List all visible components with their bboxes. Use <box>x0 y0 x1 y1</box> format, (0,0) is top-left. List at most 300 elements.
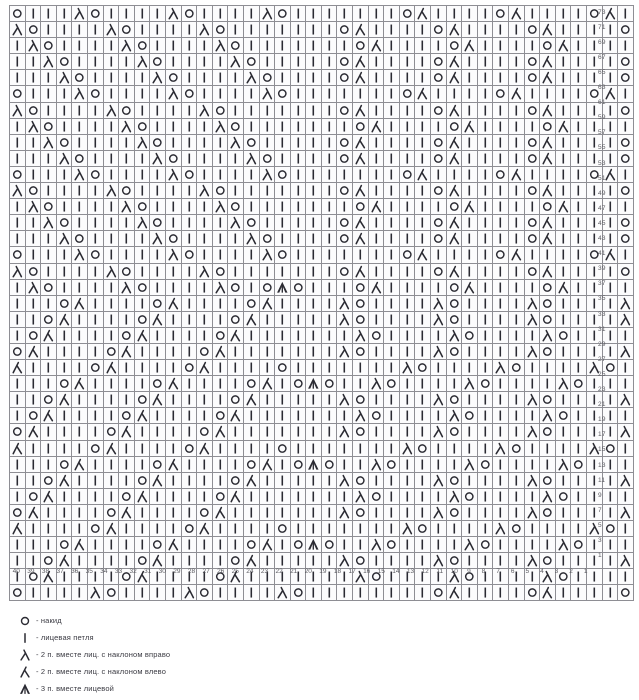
chart-cell <box>228 504 244 520</box>
chart-cell <box>150 440 166 456</box>
chart-cell <box>415 247 431 263</box>
chart-cell <box>306 279 322 295</box>
chart-cell <box>243 199 259 215</box>
k2tog-right-symbol <box>197 103 212 118</box>
knit-symbol <box>525 441 540 456</box>
chart-cell <box>462 343 478 359</box>
knit-symbol <box>26 392 41 407</box>
knit-symbol <box>478 280 493 295</box>
knit-symbol <box>306 408 321 423</box>
knit-symbol <box>509 424 524 439</box>
knit-symbol <box>540 167 555 182</box>
k2tog-left-symbol <box>415 6 430 21</box>
knit-symbol <box>384 54 399 69</box>
knit-symbol <box>478 167 493 182</box>
knit-symbol <box>72 38 87 53</box>
knit-symbol <box>353 376 368 391</box>
k2tog-right-symbol <box>150 151 165 166</box>
knit-symbol <box>88 537 103 552</box>
chart-cell <box>290 327 306 343</box>
chart-cell <box>493 488 509 504</box>
chart-cell <box>571 456 587 472</box>
chart-cell <box>462 215 478 231</box>
knit-symbol <box>618 376 633 391</box>
chart-cell <box>571 118 587 134</box>
knit-symbol <box>322 585 337 600</box>
yarnover-symbol <box>26 408 41 423</box>
knit-symbol <box>384 22 399 37</box>
chart-cell <box>243 295 259 311</box>
chart-cell <box>462 231 478 247</box>
chart-cell <box>197 295 213 311</box>
knit-symbol <box>431 199 446 214</box>
knit-symbol <box>571 6 586 21</box>
chart-cell <box>509 86 525 102</box>
chart-cell <box>306 327 322 343</box>
chart-cell <box>165 360 181 376</box>
k2tog-right-symbol <box>431 473 446 488</box>
chart-cell <box>197 472 213 488</box>
knit-symbol <box>400 537 415 552</box>
yarnover-symbol <box>447 424 462 439</box>
chart-cell <box>25 553 41 569</box>
chart-cell <box>181 488 197 504</box>
chart-cell <box>41 311 57 327</box>
yarnover-symbol <box>447 296 462 311</box>
chart-cell <box>337 553 353 569</box>
chart-cell <box>243 456 259 472</box>
chart-cell <box>306 295 322 311</box>
yarnover-symbol <box>431 22 446 37</box>
knit-symbol <box>244 86 259 101</box>
chart-cell <box>477 295 493 311</box>
chart-cell <box>212 150 228 166</box>
knit-symbol <box>57 441 72 456</box>
chart-cell <box>181 6 197 22</box>
yarnover-symbol <box>275 6 290 21</box>
knit-symbol <box>228 505 243 520</box>
chart-cell <box>150 22 166 38</box>
k2tog-left-symbol <box>244 473 259 488</box>
chart-cell <box>384 585 400 601</box>
k2tog-left-symbol <box>260 376 275 391</box>
chart-cell <box>290 392 306 408</box>
knit-symbol <box>260 264 275 279</box>
k2tog-left-symbol <box>135 408 150 423</box>
yarnover-symbol <box>415 441 430 456</box>
chart-cell <box>197 521 213 537</box>
chart-cell <box>540 183 556 199</box>
chart-row <box>10 263 634 279</box>
k2tog-left-symbol <box>556 38 571 53</box>
knit-symbol <box>88 103 103 118</box>
knit-symbol <box>478 521 493 536</box>
chart-cell <box>571 6 587 22</box>
chart-cell <box>165 343 181 359</box>
chart-cell <box>540 424 556 440</box>
knit-symbol <box>291 441 306 456</box>
chart-cell <box>415 102 431 118</box>
knit-symbol <box>166 473 181 488</box>
chart-cell <box>540 488 556 504</box>
chart-cell <box>540 263 556 279</box>
knit-symbol <box>10 473 25 488</box>
column-number-label: 20 <box>304 567 312 575</box>
chart-cell <box>306 70 322 86</box>
chart-cell <box>243 440 259 456</box>
chart-cell <box>87 22 103 38</box>
k2tog-left-symbol <box>540 231 555 246</box>
chart-cell <box>165 553 181 569</box>
chart-cell <box>431 38 447 54</box>
knit-symbol <box>400 264 415 279</box>
knit-symbol <box>369 296 384 311</box>
chart-cell <box>275 183 291 199</box>
knit-symbol <box>41 537 56 552</box>
chart-cell <box>10 199 26 215</box>
knit-symbol <box>556 473 571 488</box>
knit-symbol <box>135 521 150 536</box>
knit-symbol <box>431 119 446 134</box>
chart-cell <box>321 183 337 199</box>
knit-symbol <box>571 54 586 69</box>
knit-symbol <box>197 86 212 101</box>
chart-cell <box>353 38 369 54</box>
chart-cell <box>337 472 353 488</box>
chart-row <box>10 54 634 70</box>
chart-cell <box>493 311 509 327</box>
yarnover-symbol <box>447 473 462 488</box>
row-number-label: 15 <box>598 446 606 454</box>
knit-symbol <box>197 119 212 134</box>
yarnover-symbol <box>88 86 103 101</box>
chart-cell <box>103 6 119 22</box>
chart-cell <box>165 134 181 150</box>
k3tog-symbol <box>306 457 321 472</box>
chart-cell <box>150 86 166 102</box>
knit-symbol <box>260 135 275 150</box>
chart-cell <box>337 183 353 199</box>
knit-symbol <box>400 54 415 69</box>
knit-symbol <box>384 344 399 359</box>
knit-symbol <box>150 22 165 37</box>
chart-cell <box>119 54 135 70</box>
chart-cell <box>493 392 509 408</box>
chart-cell <box>181 537 197 553</box>
chart-cell <box>618 488 634 504</box>
k2tog-right-symbol <box>72 6 87 21</box>
yarnover-symbol <box>353 199 368 214</box>
chart-cell <box>337 118 353 134</box>
chart-cell <box>431 440 447 456</box>
knit-symbol <box>556 22 571 37</box>
chart-cell <box>10 215 26 231</box>
chart-cell <box>150 215 166 231</box>
knit-symbol <box>88 70 103 85</box>
knit-symbol <box>415 473 430 488</box>
chart-cell <box>259 537 275 553</box>
knit-symbol <box>493 119 508 134</box>
k2tog-right-symbol <box>197 264 212 279</box>
chart-cell <box>337 70 353 86</box>
chart-cell <box>571 70 587 86</box>
chart-cell <box>446 440 462 456</box>
knit-symbol <box>415 424 430 439</box>
chart-cell <box>134 504 150 520</box>
yarnover-symbol <box>41 392 56 407</box>
knit-symbol <box>493 585 508 600</box>
chart-cell <box>353 521 369 537</box>
chart-cell <box>87 263 103 279</box>
k2tog-right-symbol <box>525 312 540 327</box>
knit-symbol <box>400 457 415 472</box>
knit-symbol <box>603 569 618 584</box>
knit-symbol <box>213 360 228 375</box>
k2tog-left-symbol <box>447 70 462 85</box>
k2tog-right-symbol <box>493 521 508 536</box>
knit-symbol <box>275 22 290 37</box>
chart-cell <box>415 134 431 150</box>
chart-cell <box>72 22 88 38</box>
chart-cell <box>321 311 337 327</box>
k2tog-left-symbol <box>540 70 555 85</box>
chart-cell <box>212 408 228 424</box>
yarnover-symbol <box>104 505 119 520</box>
chart-cell <box>119 118 135 134</box>
knit-symbol <box>197 312 212 327</box>
knit-symbol <box>306 6 321 21</box>
k2tog-left-symbol <box>135 489 150 504</box>
knit-symbol <box>369 151 384 166</box>
chart-cell <box>72 311 88 327</box>
chart-cell <box>415 327 431 343</box>
chart-cell <box>618 553 634 569</box>
knit-symbol <box>571 360 586 375</box>
chart-cell <box>56 343 72 359</box>
chart-cell <box>41 86 57 102</box>
knit-symbol <box>322 86 337 101</box>
knit-symbol <box>291 312 306 327</box>
chart-cell <box>150 54 166 70</box>
knit-symbol <box>540 6 555 21</box>
yarnover-symbol <box>150 215 165 230</box>
chart-cell <box>540 279 556 295</box>
row-number-label: 37 <box>598 280 606 288</box>
knit-symbol <box>337 328 352 343</box>
chart-cell <box>197 327 213 343</box>
chart-cell <box>41 553 57 569</box>
chart-cell <box>321 360 337 376</box>
yarnover-symbol <box>41 553 56 568</box>
chart-cell <box>555 408 571 424</box>
chart-cell <box>555 166 571 182</box>
chart-cell <box>446 472 462 488</box>
yarnover-symbol <box>540 199 555 214</box>
chart-cell <box>103 199 119 215</box>
chart-cell <box>290 118 306 134</box>
chart-cell <box>306 360 322 376</box>
chart-cell <box>212 22 228 38</box>
chart-cell <box>571 263 587 279</box>
chart-cell <box>431 521 447 537</box>
chart-cell <box>493 376 509 392</box>
yarnover-symbol <box>431 215 446 230</box>
chart-cell <box>275 279 291 295</box>
yarnover-symbol <box>431 183 446 198</box>
knit-symbol <box>213 86 228 101</box>
chart-row <box>10 279 634 295</box>
yarnover-symbol <box>618 54 633 69</box>
chart-cell <box>103 360 119 376</box>
column-number-label: 39 <box>27 567 35 575</box>
legend-item <box>0 612 639 629</box>
k2tog-right-symbol <box>104 103 119 118</box>
k2tog-left-symbol <box>260 537 275 552</box>
chart-cell <box>462 263 478 279</box>
yarnover-symbol <box>415 360 430 375</box>
chart-cell <box>321 327 337 343</box>
knit-symbol <box>260 441 275 456</box>
knit-symbol <box>104 6 119 21</box>
row-number-label: 47 <box>598 204 606 212</box>
chart-cell <box>56 54 72 70</box>
knit-symbol <box>72 441 87 456</box>
chart-cell <box>181 295 197 311</box>
chart-cell <box>353 150 369 166</box>
chart-cell <box>493 472 509 488</box>
chart-cell <box>493 199 509 215</box>
chart-cell <box>103 537 119 553</box>
chart-cell <box>399 553 415 569</box>
chart-row <box>10 38 634 54</box>
yarnover-symbol <box>275 521 290 536</box>
knit-symbol <box>337 408 352 423</box>
chart-cell <box>181 38 197 54</box>
chart-cell <box>321 408 337 424</box>
chart-cell <box>337 408 353 424</box>
knit-symbol <box>462 360 477 375</box>
k2tog-left-symbol <box>509 167 524 182</box>
chart-cell <box>72 38 88 54</box>
k2tog-left-symbol <box>228 328 243 343</box>
knit-symbol <box>166 183 181 198</box>
knit-symbol <box>275 424 290 439</box>
k2tog-right-symbol <box>618 312 633 327</box>
knit-symbol <box>88 264 103 279</box>
knit-symbol <box>571 167 586 182</box>
k2tog-right-symbol <box>337 312 352 327</box>
knit-symbol <box>119 392 134 407</box>
knit-symbol <box>353 457 368 472</box>
knit-symbol <box>618 167 633 182</box>
chart-cell <box>197 311 213 327</box>
chart-cell <box>181 86 197 102</box>
knit-symbol <box>447 441 462 456</box>
knit-symbol <box>525 86 540 101</box>
knit-symbol <box>384 408 399 423</box>
knit-symbol <box>337 376 352 391</box>
chart-cell <box>337 263 353 279</box>
chart-cell <box>197 263 213 279</box>
chart-cell <box>415 392 431 408</box>
chart-cell <box>119 22 135 38</box>
chart-cell <box>212 440 228 456</box>
knit-symbol <box>322 22 337 37</box>
chart-cell <box>259 408 275 424</box>
chart-cell <box>446 22 462 38</box>
knit-symbol <box>213 215 228 230</box>
k2tog-left-symbol <box>260 296 275 311</box>
chart-cell <box>509 343 525 359</box>
chart-cell <box>384 311 400 327</box>
chart-cell <box>134 231 150 247</box>
knit-symbol <box>353 585 368 600</box>
yarnover-symbol <box>369 328 384 343</box>
chart-cell <box>119 215 135 231</box>
k2tog-right-symbol <box>244 151 259 166</box>
knit-symbol <box>72 215 87 230</box>
chart-cell <box>462 70 478 86</box>
chart-cell <box>243 424 259 440</box>
chart-cell <box>399 183 415 199</box>
k2tog-left-symbol <box>244 312 259 327</box>
chart-cell <box>618 360 634 376</box>
knit-symbol <box>556 70 571 85</box>
knit-symbol <box>260 22 275 37</box>
knit-symbol <box>57 408 72 423</box>
chart-cell <box>103 183 119 199</box>
knit-symbol <box>337 167 352 182</box>
chart-cell <box>134 327 150 343</box>
knit-symbol <box>26 312 41 327</box>
knit-symbol <box>493 424 508 439</box>
yarnover-symbol <box>72 70 87 85</box>
chart-cell <box>384 343 400 359</box>
chart-cell <box>524 488 540 504</box>
chart-cell <box>384 263 400 279</box>
yarnover-symbol <box>213 328 228 343</box>
knit-symbol <box>135 6 150 21</box>
chart-cell <box>337 150 353 166</box>
yarnover-symbol <box>88 167 103 182</box>
knit-symbol <box>119 457 134 472</box>
knit-symbol <box>384 38 399 53</box>
chart-cell <box>72 279 88 295</box>
chart-cell <box>134 585 150 601</box>
knit-symbol <box>197 215 212 230</box>
chart-cell <box>56 6 72 22</box>
knit-symbol <box>182 537 197 552</box>
knit-symbol <box>571 344 586 359</box>
knit-symbol <box>447 457 462 472</box>
chart-cell <box>399 231 415 247</box>
column-number-label: 28 <box>187 567 196 575</box>
chart-cell <box>353 279 369 295</box>
knit-symbol <box>462 312 477 327</box>
chart-cell <box>337 6 353 22</box>
chart-cell <box>41 166 57 182</box>
chart-cell <box>415 166 431 182</box>
chart-cell <box>119 134 135 150</box>
chart-cell <box>197 134 213 150</box>
chart-cell <box>56 118 72 134</box>
yarnover-symbol <box>556 489 571 504</box>
knit-symbol <box>197 151 212 166</box>
chart-cell <box>41 263 57 279</box>
chart-cell <box>103 585 119 601</box>
knit-symbol <box>26 457 41 472</box>
knit-symbol <box>88 408 103 423</box>
